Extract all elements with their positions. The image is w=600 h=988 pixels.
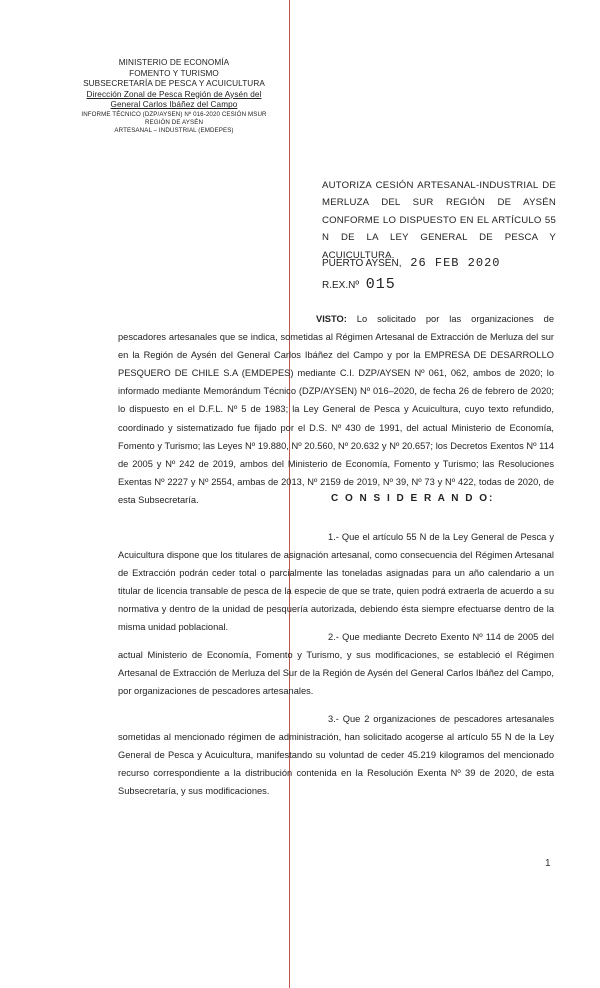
place-date: [322, 256, 500, 270]
considerando-item-3: [118, 710, 554, 800]
letterhead-artesanal: ARTESANAL – INDUSTRIAL (EMDEPES): [114, 126, 234, 134]
resolution-subject: AUTORIZA CESIÓN ARTESANAL-INDUSTRIAL DE MERLUZA DEL SUR REGIÓN DE AYSÉN CONFORME LO DISPUESTO EN EL ARTÍCULO 55 N DE LA LEY GENERAL DE PESCA Y ACUICULTURA.: [322, 180, 556, 261]
visto-paragraph: [118, 310, 554, 509]
place-label: PUERTO AYSÉN,: [322, 258, 402, 269]
visto-title: VISTO:: [316, 314, 347, 324]
letterhead-ministry-2: FOMENTO Y TURISMO: [129, 68, 219, 78]
resolution-number-value: 015: [365, 276, 396, 293]
considerando-item-1-text: 1.- Que el artículo 55 N de la Ley General de Pesca y Acuicultura dispone que los titulares de asignación artesanal, como consecuencia del Régimen Artesanal de Extracción podrán ceder total o parcialmente las toneladas asignadas para un año calendario a un titular de licencia transable de pesca de la especie de que se trate, quien podrá extraerla de acuerdo a su normativa y dentro de la unidad de pesquería autorizada, debiendo ésta siempre efectuarse dentro de la misma unidad poblacional.: [118, 532, 554, 633]
letterhead-direccion: Dirección Zonal de Pesca Región de Aysén del: [86, 89, 262, 99]
resolution-label: R.EX.Nº: [322, 280, 359, 291]
date-stamp: 26 FEB 2020: [410, 256, 501, 270]
letterhead-informe: INFORME TÉCNICO (DZP/AYSEN) Nº 016-2020 CESIÓN MSUR: [81, 110, 267, 118]
page-number: 1: [545, 858, 551, 869]
considerando-item-2-text: 2.- Que mediante Decreto Exento Nº 114 de 2005 del actual Ministerio de Economía, Fomento y Turismo, y sus modificaciones, se estableció el Régimen Artesanal de Extracción de Merluza del Sur de la Región de Aysén del General Carlos Ibáñez del Campo, por organizaciones de pescadores artesanales.: [118, 632, 554, 697]
resolution-number: [322, 276, 396, 293]
letterhead-subsecretaria: SUBSECRETARÍA DE PESCA Y ACUICULTURA: [83, 79, 265, 89]
considerando-item-1: [118, 528, 554, 637]
considerando-item-2: [118, 628, 554, 700]
considerando-item-3-text: 3.- Que 2 organizaciones de pescadores artesanales sometidas al mencionado régimen de administración, han solicitado acogerse al artículo 55 N de la Ley General de Pesca y Acuicultura, manifestando su voluntad de ceder 45.219 kilogramos del mencionado recurso correspondiente a la distribución contenida en la Resolución Exenta Nº 39 de 2020, de esta Subsecretaría, y sus modificaciones.: [118, 714, 554, 797]
visto-section: [118, 310, 554, 509]
visto-text: Lo solicitado por las organizaciones de pescadores artesanales que se indica, sometidas al Régimen Artesanal de Extracción de Merluza del sur en la Región de Aysén del General Carlos Ibáñez del Campo y por la EMPRESA DE DESARROLLO PESQUERO DE CHILE S.A (EMDEPES) mediante C.I. DZP/AYSEN Nº 061, 062, ambos de 2020; lo informado mediante Memorándum Técnico (DZP/AYSEN) Nº 016–2020, de fecha 26 de febrero de 2020; lo dispuesto en el D.F.L. Nº 5 de 1983; la Ley General de Pesca y Acuicultura, cuyo texto refundido, coordinado y sistematizado fue fijado por el D.S. Nº 430 de 1991, del actual Ministerio de Economía, Fomento y Turismo; las Leyes Nº 19.880, Nº 20.560, Nº 20.632 y Nº 20.657; los Decretos Exentos Nº 114 de 2005 y Nº 242 de 2019, ambos del Ministerio de Economía, Fomento y Turismo; las Resoluciones Exentas Nº 2227 y Nº 2554, ambas de 2013, Nº 2159 de 2019, Nº 39, Nº 73 y Nº 422, todas de 2020, de esta Subsecretaría.: [118, 314, 554, 505]
letterhead-region-aysen: REGIÓN DE AYSÉN: [144, 118, 204, 126]
letterhead: [74, 58, 274, 135]
considerando-title: C O N S I D E R A N D O:: [331, 493, 495, 504]
letterhead-region: General Carlos Ibáñez del Campo: [110, 100, 238, 110]
letterhead-ministry: MINISTERIO DE ECONOMÍA: [118, 58, 230, 67]
